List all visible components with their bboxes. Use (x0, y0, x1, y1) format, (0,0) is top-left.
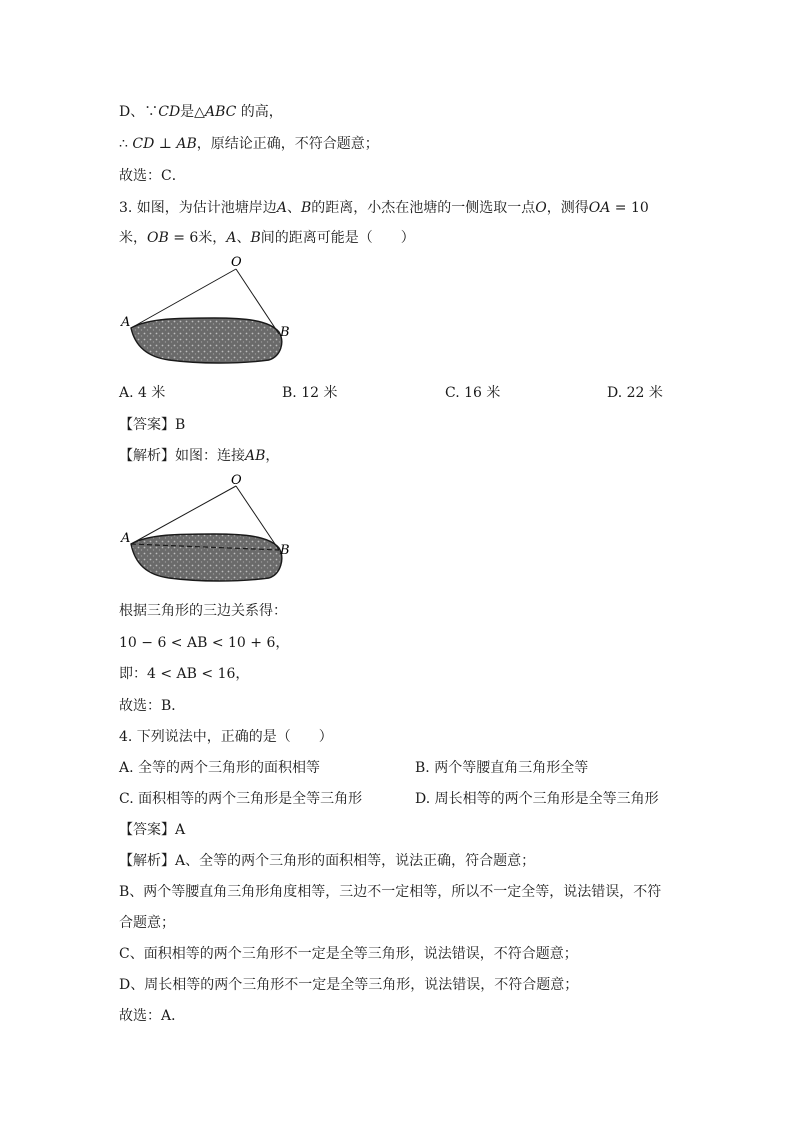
text: 、 (286, 200, 301, 216)
q3-choice-c: C. 16 米 (445, 385, 501, 401)
q3-inequality-1: 10 − 6 < AB < 10 + 6， (119, 635, 290, 651)
math: O (535, 200, 547, 216)
text: 米， (119, 230, 147, 246)
text: 是△ (180, 104, 205, 120)
q3-choice-d: D. 22 米 (607, 385, 663, 401)
q3-choice-a: A. 4 米 (119, 385, 166, 401)
text: 【解析】如图：连接 (119, 448, 245, 464)
q4-choice-d: D. 周长相等的两个三角形是全等三角形 (415, 791, 659, 807)
q3-stem-line1 (119, 198, 649, 218)
text: D、∵ (119, 104, 159, 120)
q3-inequality-2: 即：4 < AB < 16， (119, 666, 250, 682)
text: ，原结论正确，不符合题意； (196, 136, 379, 152)
pond-shape (131, 534, 282, 581)
math: OA (588, 200, 611, 216)
q3-explanation-intro (119, 446, 279, 466)
math: CD (158, 104, 181, 120)
q4-selection: 故选：A． (119, 1008, 186, 1024)
therefore-symbol: ∴ (119, 136, 133, 152)
math: = 10 (610, 200, 649, 216)
math: OB (147, 230, 169, 246)
prev-d-line (119, 102, 283, 122)
math: CD ⊥ AB (132, 136, 197, 152)
q4-explanation-b-line2: 合题意； (119, 915, 175, 931)
prev-therefore-line (119, 134, 379, 154)
math: A (276, 200, 287, 216)
label-a: A (121, 531, 131, 546)
text: 3. 如图，为估计池塘岸边 (119, 200, 277, 216)
pond-figure-with-ab (119, 474, 299, 594)
math: AB (245, 448, 266, 464)
q3-rule: 根据三角形的三边关系得： (119, 603, 287, 619)
label-b: B (280, 325, 290, 340)
text: 、 (236, 230, 251, 246)
q3-choice-b: B. 12 米 (282, 385, 338, 401)
q4-explanation-d: D、周长相等的两个三角形不一定是全等三角形，说法错误，不符合题意； (119, 977, 579, 993)
q4-answer: 【答案】A (119, 822, 186, 838)
q4-explanation-c: C、面积相等的两个三角形不一定是全等三角形，说法错误，不符合题意； (119, 946, 578, 962)
text: ， (265, 448, 280, 464)
math: B (250, 230, 261, 246)
q3-stem-line2 (119, 228, 415, 248)
text: 的距离，小杰在池塘的一侧选取一点 (311, 200, 536, 216)
pond-figure (119, 254, 299, 374)
q4-choice-b: B. 两个等腰直角三角形全等 (415, 760, 589, 776)
math: = 6 (168, 230, 199, 246)
label-a: A (121, 315, 131, 330)
text: ，测得 (546, 200, 589, 216)
text: 米， (198, 230, 227, 246)
text: 间的距离可能是（ ） (260, 230, 415, 246)
label-o: O (231, 474, 242, 488)
q4-stem: 4. 下列说法中，正确的是（ ） (119, 729, 333, 745)
pond-shape (131, 318, 282, 363)
label-b: B (280, 543, 290, 558)
q4-choice-c: C. 面积相等的两个三角形是全等三角形 (119, 791, 363, 807)
prev-selection: 故选：C． (119, 168, 186, 184)
math: B (300, 200, 312, 216)
math: ABC (204, 104, 237, 120)
q3-selection: 故选：B． (119, 698, 186, 714)
q4-explanation-a: 【解析】A、全等的两个三角形的面积相等，说法正确，符合题意； (119, 853, 536, 869)
q4-explanation-b-line1: B、两个等腰直角三角形角度相等，三边不一定相等，所以不一定全等，说法错误，不符 (119, 884, 662, 900)
q3-answer: 【答案】B (119, 417, 186, 433)
text: 的高， (236, 104, 283, 120)
label-o: O (231, 255, 242, 270)
math: A (226, 230, 237, 246)
q4-choice-a: A. 全等的两个三角形的面积相等 (119, 760, 321, 776)
